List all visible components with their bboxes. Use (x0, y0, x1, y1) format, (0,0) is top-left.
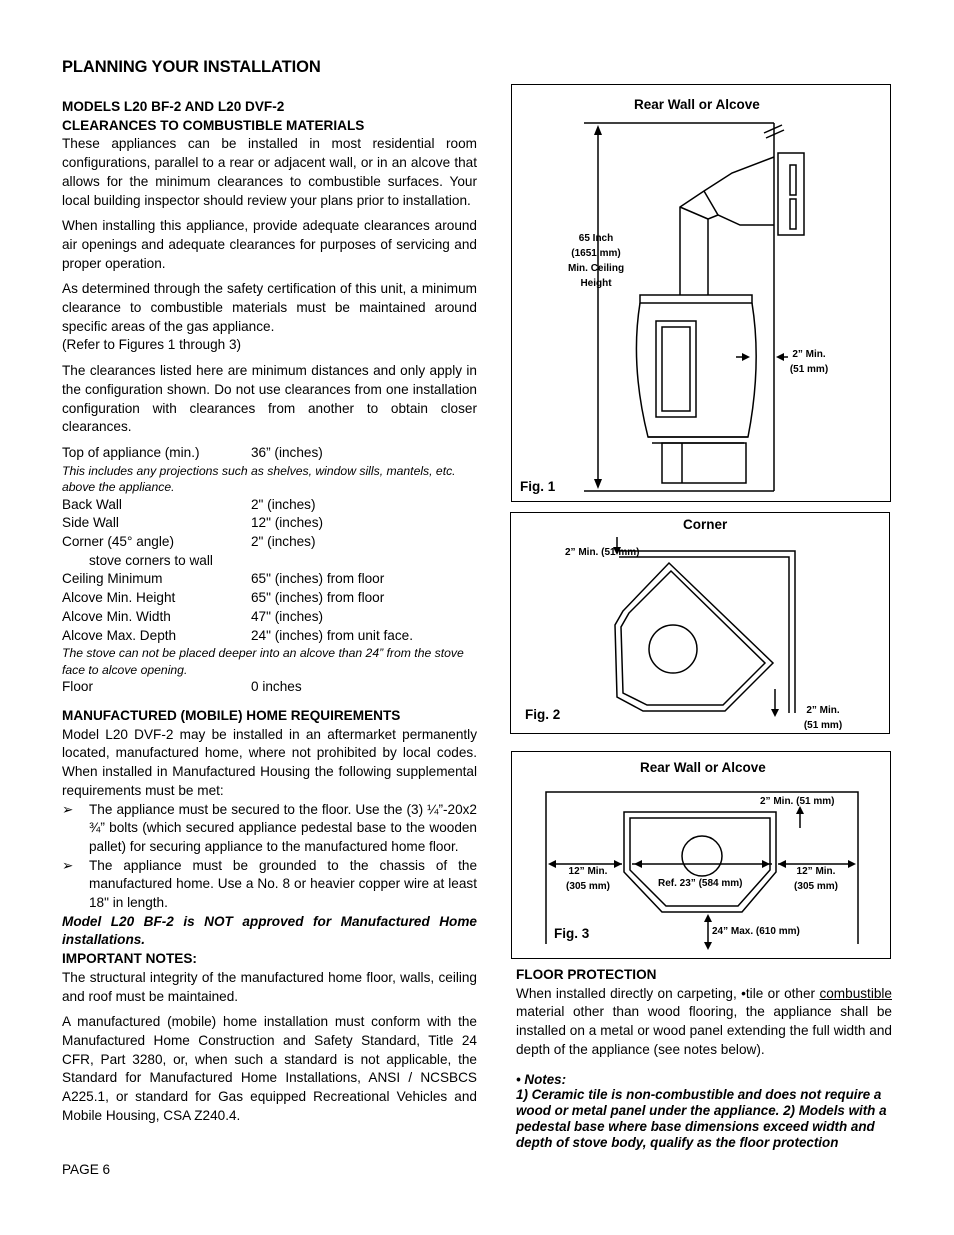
important-notes-title: IMPORTANT NOTES: (62, 951, 197, 967)
clearance-line: (305 mm) (794, 881, 838, 892)
clearance-table (62, 444, 477, 697)
ceiling-height-label (562, 231, 630, 291)
figure-2-title: Corner (683, 517, 728, 532)
figure-3-label: Fig. 3 (554, 926, 590, 941)
fp-underlined: combustible (819, 985, 892, 1001)
figure-1-title: Rear Wall or Alcove (634, 97, 760, 112)
figure-1 (511, 84, 891, 502)
figure-2-label: Fig. 2 (525, 707, 561, 722)
ceiling-height-line: Height (580, 278, 612, 289)
floor-protection-section (516, 966, 892, 1151)
bullet-icon: • (741, 985, 746, 1001)
figure-1-label: Fig. 1 (520, 479, 556, 494)
table-row (62, 570, 477, 589)
minimum-distances-paragraph: The clearances listed here are minimum distances and only apply in the configuration shown. Do not use clearances from one installation configuration with clearances from another to obtain closer clearances. (62, 363, 477, 435)
alcove-rear-clearance: 2” Min. (51 mm) (760, 796, 835, 807)
clearance-line: 2” Min. (806, 705, 840, 716)
figure-2 (510, 512, 890, 734)
row-value: 24" (inches) from unit face. (251, 627, 413, 643)
row-key: Corner (45° angle) (62, 534, 174, 550)
clearance-line: 12” Min. (568, 866, 608, 877)
bullet-text: The appliance must be grounded to the chassis of the manufactured home. Use a No. 8 or heavier copper wire at least 18" in length. (89, 857, 477, 911)
ceiling-height-line: 65 Inch (578, 233, 614, 244)
depth-note: The stove can not be placed deeper into an alcove than 24” from the stove face to alcove opening. (62, 646, 464, 677)
row-key: Floor (62, 679, 93, 695)
row-value: 65" (inches) from floor (251, 571, 385, 587)
clearance-line: (51 mm) (789, 364, 829, 375)
clearance-line: 12” Min. (796, 866, 836, 877)
notes-title: • Notes: (516, 1071, 567, 1087)
reference-width: Ref. 23” (584 mm) (658, 878, 743, 889)
max-depth-label: 24” Max. (610 mm) (712, 926, 800, 937)
bullet-text: The appliance must be secured to the floor. Use the (3) ¼”-20x2 ¾” bolts (which secured appliance pedestal base to the wooden pallet) for securing appliance to the manufactured home floor. (89, 801, 477, 854)
notes-body: 1) Ceramic tile is non-combustible and does not require a wood or metal panel under the appliance. 2) Models with a pedestal base where base dimensions exceed width and depth of stove body, qualify as the floor protection (516, 1087, 887, 1150)
row-value: 12" (inches) (251, 515, 324, 531)
fp-text: tile or other (745, 985, 820, 1001)
corner-top-clearance: 2” Min. (51 mm) (565, 547, 640, 558)
figures-reference: (Refer to Figures 1 through 3) (62, 337, 242, 353)
ceiling-height-line: Min. Ceiling (567, 263, 625, 274)
row-key: Alcove Min. Width (62, 608, 171, 624)
table-row (62, 627, 477, 646)
row-key: Ceiling Minimum (62, 571, 163, 587)
bullet-icon: ➢ (62, 801, 74, 817)
floor-protection-paragraph (516, 985, 892, 1060)
row-value: 2" (inches) (251, 496, 316, 512)
rear-clearance-label (784, 347, 834, 377)
clearance-line: 2” Min. (792, 349, 826, 360)
clearances-title: CLEARANCES TO COMBUSTIBLE MATERIALS (62, 117, 365, 133)
intro-paragraph: These appliances can be installed in most residential room configurations, parallel to a rear or adjacent wall, or in an alcove that allows for the minimum clearances to combustible surfaces. Your local building inspector should review your plans prior to installation. (62, 136, 477, 208)
stove-side-diagram (512, 85, 890, 501)
top-note: This includes any projections such as shelves, window sills, mantels, etc. above the appliance. (62, 463, 456, 495)
mh-title: MANUFACTURED (MOBILE) HOME REQUIREMENTS (62, 707, 401, 723)
fp-text: When installed directly on carpeting, (516, 985, 742, 1001)
row-key: Back Wall (62, 496, 122, 512)
page-heading: PLANNING YOUR INSTALLATION (62, 58, 321, 76)
row-value: 36” (inches) (251, 444, 323, 460)
bullet-icon: ➢ (62, 857, 74, 873)
important-paragraph-1: The structural integrity of the manufactured home floor, walls, ceiling and roof must be maintained. (62, 969, 477, 1004)
models-title: MODELS L20 BF-2 AND L20 DVF-2 (62, 99, 285, 114)
table-row (62, 608, 477, 627)
row-value: 47" (inches) (251, 608, 324, 624)
row-key: Alcove Min. Height (62, 590, 176, 606)
floor-protection-title: FLOOR PROTECTION (516, 967, 657, 982)
figure-3 (511, 751, 891, 959)
row-key: Alcove Max. Depth (62, 627, 177, 643)
fp-text: material other than wood flooring, the appliance shall be installed on a metal or wood panel extending the full width and depth of the appliance (see notes below). (516, 1004, 892, 1057)
clearance-line: (51 mm) (803, 720, 843, 731)
left-column (62, 98, 477, 1125)
corner-subtext: stove corners to wall (89, 552, 213, 568)
row-key: Side Wall (62, 515, 119, 531)
table-row (62, 533, 477, 552)
table-row (62, 444, 477, 463)
row-value: 2" (inches) (251, 534, 316, 550)
row-value: 65" (inches) from floor (251, 590, 385, 606)
corner-side-clearance (799, 703, 847, 733)
ceiling-height-line: (1651 mm) (571, 248, 621, 259)
list-item (62, 857, 477, 913)
table-row (62, 514, 477, 533)
clearance-paragraph: When installing this appliance, provide adequate clearances around air openings and adequate clearances for purposes of servicing and proper operation. (62, 218, 477, 271)
table-row (62, 678, 477, 697)
page-number: PAGE 6 (62, 1162, 111, 1177)
right-side-clearance (790, 864, 842, 894)
clearance-line: (305 mm) (566, 881, 610, 892)
figure-3-title: Rear Wall or Alcove (640, 760, 766, 775)
left-side-clearance (562, 864, 614, 894)
table-row (62, 496, 477, 515)
table-row (62, 589, 477, 608)
list-item (62, 801, 477, 857)
certification-paragraph: As determined through the safety certification of this unit, a minimum clearance to combustible materials must be maintained around specific areas of the gas appliance. (62, 281, 477, 334)
important-paragraph-2: A manufactured (mobile) home installation must conform with the Manufactured Home Construction and Safety Standard, Title 24 CFR, Part 3280, or, when such a standard is not applicable, the Standard for Manufactured Home Installations, ANSI / NCSBCS A225.1, or standard for Gas equipped Recreational Vehicles and Mobile Housing, CSA Z240.4. (62, 1014, 477, 1123)
mh-paragraph: Model L20 DVF-2 may be installed in an aftermarket permanently located, manufactured home, where not prohibited by local codes. When installed in Manufactured Housing the following supplemental requirements must be met: (62, 726, 477, 798)
row-value: 0 inches (251, 679, 302, 695)
bf-warning: Model L20 BF-2 is NOT approved for Manufactured Home installations. (62, 913, 477, 948)
row-key: Top of appliance (min.) (62, 444, 200, 460)
